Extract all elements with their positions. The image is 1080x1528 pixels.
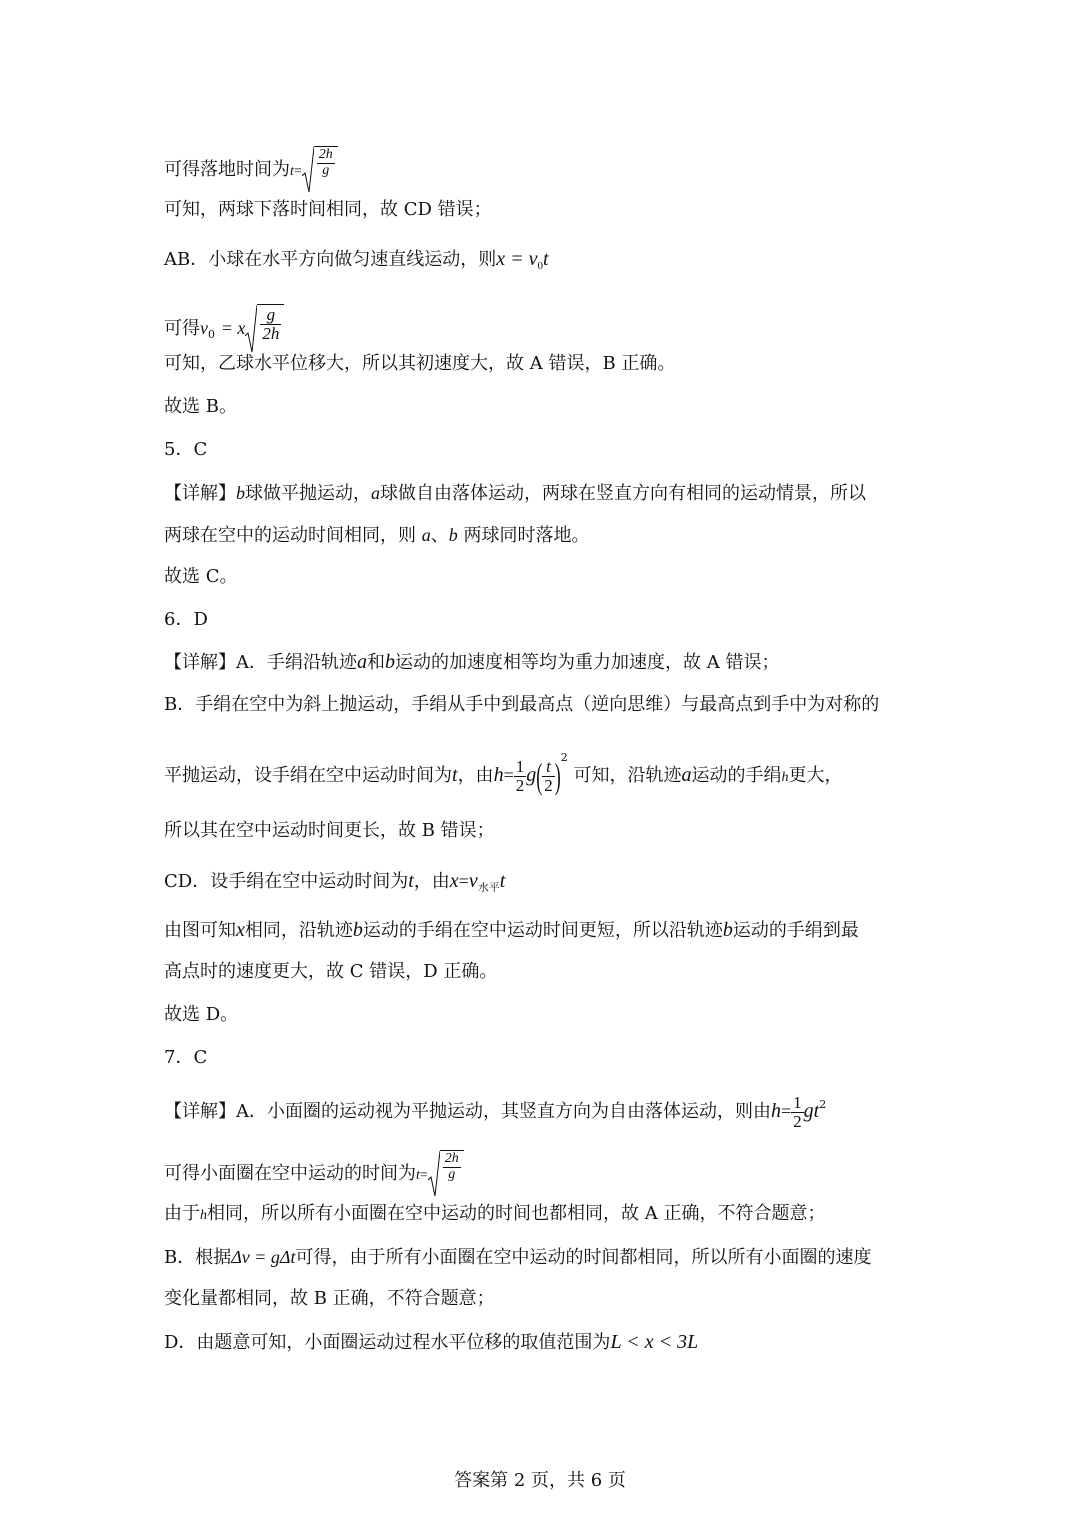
math-var: t	[542, 248, 549, 270]
question-number	[164, 438, 207, 462]
math-var: a	[421, 525, 431, 545]
math-var: a	[357, 651, 367, 673]
math-var: t	[499, 870, 506, 892]
text-line	[164, 1287, 495, 1311]
fraction-numerator: 2h	[444, 1151, 459, 1166]
sqrt-expression	[302, 146, 338, 194]
text-line	[164, 481, 866, 506]
math-var: h	[771, 1100, 781, 1122]
fraction-numerator: 1	[793, 1092, 802, 1112]
line-text: 可得小面圈在空中运动的时间为	[164, 1163, 416, 1184]
line-text: CD．设手绢在空中运动时间为	[164, 871, 409, 892]
question-number	[164, 608, 208, 632]
math-subscript: 0	[208, 328, 215, 341]
line-text: ，由	[457, 765, 494, 786]
math-var: h	[493, 764, 504, 786]
line-text: 所以其在空中运动时间更长，故 B 错误；	[164, 820, 495, 841]
math-var: t	[452, 764, 458, 786]
math-op: =	[293, 164, 302, 179]
text-line	[164, 869, 505, 900]
line-text: 球做平抛运动，	[245, 483, 371, 504]
math-var: b	[722, 919, 733, 941]
math-var: a	[681, 764, 692, 786]
line-text: 两球在空中的运动时间相同，则	[164, 525, 416, 546]
text-line	[164, 247, 549, 278]
line-text: 运动的手绢到最	[732, 920, 859, 941]
line-text: 【详解】A．小面圈的运动视为平抛运动，其竖直方向为自由落体运动，则由	[164, 1101, 771, 1122]
math-superscript: 2	[560, 751, 568, 764]
right-paren: )	[554, 756, 561, 796]
radical-sign	[428, 1150, 440, 1198]
math-op: =	[503, 765, 514, 785]
page-footer: 答案第 2 页，共 6 页	[454, 1470, 626, 1491]
radical-sign	[302, 146, 314, 194]
text-line	[164, 1245, 872, 1270]
line-text: 和	[367, 652, 385, 673]
line-text: 高点时的速度更大，故 C 错误，D 正确。	[164, 961, 498, 982]
math-var: h	[200, 1208, 207, 1223]
line-text: AB．小球在水平方向做匀速直线运动，则	[164, 249, 497, 270]
line-text: 由于	[164, 1203, 200, 1224]
math-var: t	[290, 164, 294, 179]
text-line	[164, 1093, 826, 1130]
line-text: 球做自由落体运动，两球在竖直方向有相同的运动情景，所以	[380, 483, 866, 504]
line-text: 【详解】A．手绢沿轨迹	[164, 652, 357, 673]
line-text: 可知，沿轨迹	[573, 765, 682, 786]
line-text: 5．C	[164, 439, 208, 460]
math-subscript: 水平	[477, 881, 500, 894]
line-text: 变化量都相同，故 B 正确，不符合题意；	[164, 1288, 495, 1309]
math-var: b	[236, 483, 245, 503]
math-var: h	[781, 770, 789, 785]
math-var: x	[449, 870, 459, 892]
text-line	[164, 1003, 238, 1027]
text-line	[164, 918, 859, 943]
text-line	[164, 523, 589, 548]
text-line	[164, 565, 238, 589]
text-line	[164, 1150, 464, 1198]
math-superscript: 2	[819, 1098, 827, 1111]
line-text: 平抛运动，设手绢在空中运动时间为	[164, 765, 452, 786]
line-text: 两球同时落地。	[463, 525, 590, 546]
line-text: 运动的加速度相等均为重力加速度，故 A 错误；	[395, 652, 780, 673]
line-text: 运动的手绢在空中运动时间更短，所以沿轨迹	[362, 920, 723, 941]
text-line	[164, 395, 237, 419]
left-paren: (	[536, 756, 543, 796]
math-var: t	[408, 870, 414, 892]
text-line	[164, 304, 284, 354]
math-subscript: 0	[537, 260, 543, 272]
line-text: 故选 C。	[164, 566, 238, 587]
fraction-denominator: 2h	[262, 323, 280, 343]
line-text: B．根据	[164, 1247, 232, 1268]
text-line	[164, 1330, 698, 1355]
math-expression: = x	[220, 318, 246, 338]
math-var: v	[200, 318, 208, 338]
line-text: B．手绢在空中为斜上抛运动，手绢从手中到最高点（逆向思维）与最高点到手中为对称的	[164, 694, 880, 715]
math-expression: x = v	[496, 248, 538, 270]
line-text: 可得落地时间为	[164, 159, 290, 180]
math-op: =	[781, 1101, 792, 1121]
fraction-numerator: 2h	[318, 147, 333, 162]
line-text: 6．D	[164, 609, 208, 630]
text-line	[164, 746, 842, 794]
line-text: ，由	[413, 871, 450, 892]
math-var: g	[526, 764, 537, 786]
radical-sign	[245, 304, 257, 354]
fraction-numerator: t	[542, 758, 555, 777]
line-text: 运动的手绢	[691, 765, 782, 786]
math-op: =	[419, 1168, 428, 1183]
line-text: 可知，两球下落时间相同，故 CD 错误；	[164, 199, 492, 220]
math-op: =	[458, 871, 469, 891]
line-text: 可知，乙球水平位移大，所以其初速度大，故 A 错误，B 正确。	[164, 353, 676, 374]
math-var: a	[371, 483, 380, 503]
math-var: v	[468, 870, 478, 892]
fraction-numerator: 1	[515, 756, 525, 776]
fraction-denominator: 2	[515, 775, 525, 795]
sqrt-expression	[245, 304, 284, 354]
fraction-denominator: 2	[793, 1111, 802, 1131]
line-text: 7．C	[164, 1047, 208, 1068]
line-text: 可得	[164, 318, 200, 339]
math-expression: Δv = gΔt	[231, 1247, 296, 1267]
text-line	[164, 352, 675, 376]
line-text: 相同，所以所有小面圈在空中运动的时间也都相同，故 A 正确，不符合题意；	[207, 1203, 826, 1224]
text-line	[164, 1202, 825, 1228]
math-var: b	[352, 919, 363, 941]
math-var: t	[416, 1168, 420, 1183]
line-text: 可得，由于所有小面圈在空中运动的时间都相同，所以所有小面圈的速度	[295, 1247, 872, 1268]
text-line	[164, 693, 879, 717]
line-text: D．由题意可知，小面圈运动过程水平位移的取值范围为	[164, 1332, 611, 1353]
text-line	[164, 819, 495, 843]
math-expression: gt	[803, 1100, 820, 1122]
math-expression: L < x < 3L	[610, 1331, 699, 1353]
line-text: 由图可知	[164, 920, 236, 941]
question-number	[164, 1046, 207, 1070]
sqrt-expression	[428, 1150, 464, 1198]
line-text: 故选 D。	[164, 1004, 239, 1025]
fraction-denominator: g	[448, 1166, 456, 1182]
fraction-numerator: g	[260, 306, 281, 325]
detail-label: 【详解】	[164, 483, 236, 504]
text-line	[164, 198, 492, 222]
math-var: b	[448, 525, 458, 545]
text-line	[164, 146, 338, 194]
line-text: 更大，	[788, 765, 843, 786]
line-text: 、	[430, 525, 449, 546]
math-var: b	[385, 651, 395, 673]
fraction-denominator: g	[322, 162, 330, 178]
math-var: x	[236, 919, 245, 941]
text-line	[164, 650, 779, 675]
line-text: 相同，沿轨迹	[244, 920, 353, 941]
fraction-denominator: 2	[544, 775, 553, 795]
text-line	[164, 960, 497, 984]
line-text: 故选 B。	[164, 396, 237, 417]
